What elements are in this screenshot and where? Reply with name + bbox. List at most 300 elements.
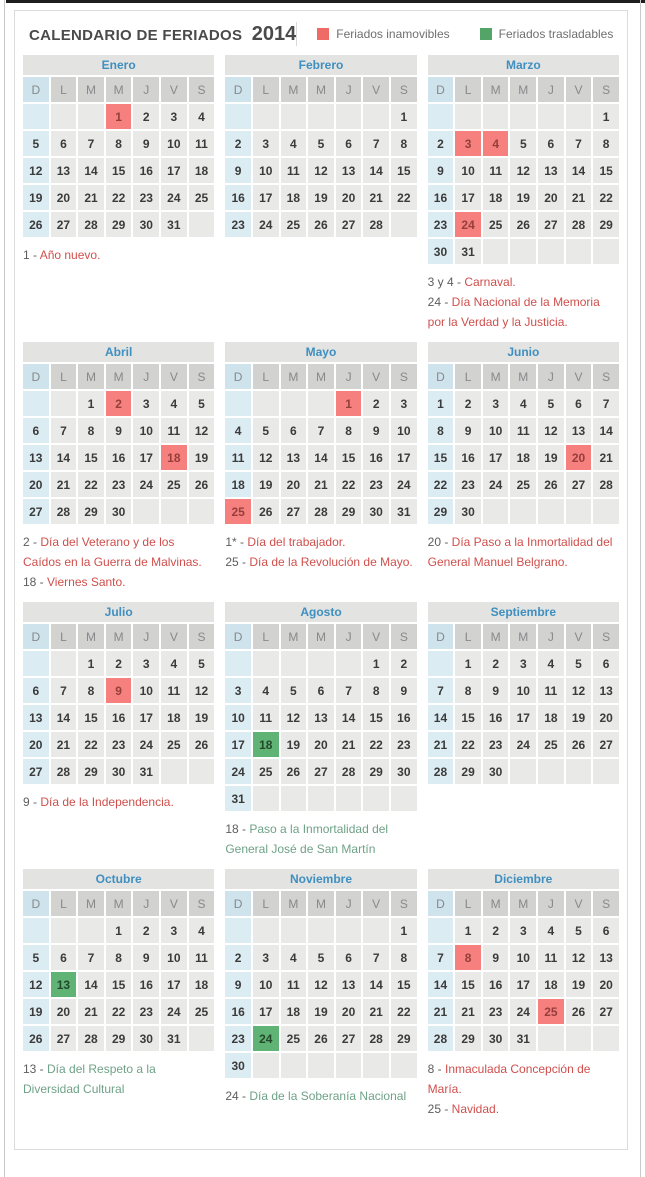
day-cell: 30 [483,759,509,784]
day-cell: 27 [51,212,77,237]
day-cell: 29 [593,212,619,237]
day-cell: 27 [281,499,307,524]
day-cell: 6 [593,651,619,676]
weekday-header: M [78,624,104,649]
holiday-cell: 4 [483,131,509,156]
day-cell: 7 [78,945,104,970]
note-day-label: 24 - [225,1089,250,1103]
day-cell: 9 [483,945,509,970]
day-cell: 31 [225,786,251,811]
weekday-header: M [78,77,104,102]
day-cell: 7 [566,131,592,156]
day-cell: 13 [336,158,362,183]
day-cell: 28 [566,212,592,237]
note-holiday-name: Día de la Soberanía Nacional [249,1089,407,1103]
day-cell: 6 [566,391,592,416]
empty-cell [391,786,417,811]
empty-cell [189,1026,215,1051]
weekday-header: J [133,364,159,389]
day-cell: 16 [391,705,417,730]
day-cell: 2 [225,131,251,156]
day-cell: 18 [510,445,536,470]
day-cell: 15 [391,158,417,183]
weekday-header: L [253,624,279,649]
empty-cell [189,212,215,237]
page-edge-right [640,0,641,1177]
empty-cell [308,391,334,416]
day-cell: 10 [483,418,509,443]
empty-cell [428,104,454,129]
day-cell: 31 [391,499,417,524]
month-table [21,600,216,786]
weekday-header: D [225,364,251,389]
month-marzo [426,53,621,340]
day-cell: 10 [391,418,417,443]
empty-cell [51,918,77,943]
day-cell: 15 [428,445,454,470]
day-cell: 13 [281,445,307,470]
empty-cell [51,651,77,676]
month-title: Julio [23,602,214,622]
weekday-header: D [428,364,454,389]
day-cell: 16 [483,972,509,997]
day-cell: 12 [510,158,536,183]
weekday-header: M [106,364,132,389]
day-cell: 24 [161,185,187,210]
weekday-header: L [51,891,77,916]
note-day-label: 24 - [427,295,452,309]
day-cell: 13 [308,705,334,730]
day-cell: 9 [106,418,132,443]
day-cell: 10 [133,418,159,443]
weekday-header: J [538,891,564,916]
day-cell: 22 [428,472,454,497]
empty-cell [161,759,187,784]
day-cell: 7 [363,131,389,156]
weekday-header: S [391,891,417,916]
holiday-cell: 1 [106,104,132,129]
day-cell: 6 [336,945,362,970]
month-table [426,867,621,1053]
day-cell: 19 [23,185,49,210]
day-cell: 22 [106,185,132,210]
weekday-header: V [566,364,592,389]
empty-cell [593,759,619,784]
day-cell: 7 [336,678,362,703]
day-cell: 19 [566,705,592,730]
day-cell: 12 [308,972,334,997]
day-cell: 28 [51,499,77,524]
weekday-header: J [336,364,362,389]
month-notes [225,532,416,572]
note-holiday-name: Viernes Santo. [47,575,126,589]
empty-cell [336,786,362,811]
day-cell: 31 [161,212,187,237]
month-title: Febrero [225,55,416,75]
day-cell: 14 [593,418,619,443]
weekday-header: J [538,77,564,102]
day-cell: 25 [483,212,509,237]
holiday-cell: 8 [455,945,481,970]
day-cell: 20 [538,185,564,210]
note-holiday-name: Día del trabajador. [247,535,346,549]
day-cell: 27 [308,759,334,784]
day-cell: 15 [455,972,481,997]
day-cell: 25 [510,472,536,497]
day-cell: 8 [391,945,417,970]
day-cell: 21 [78,185,104,210]
weekday-header: D [428,624,454,649]
empty-cell [566,499,592,524]
day-cell: 7 [428,945,454,970]
day-cell: 29 [455,1026,481,1051]
weekday-header: V [161,624,187,649]
day-cell: 21 [51,732,77,757]
month-abril [21,340,216,600]
weekday-header: J [133,891,159,916]
day-cell: 14 [51,445,77,470]
month-table [426,600,621,786]
day-cell: 6 [51,131,77,156]
empty-cell [161,499,187,524]
day-cell: 28 [51,759,77,784]
weekday-header: S [391,364,417,389]
month-septiembre [426,600,621,798]
day-cell: 25 [161,472,187,497]
day-cell: 6 [281,418,307,443]
day-cell: 4 [538,651,564,676]
day-cell: 5 [566,918,592,943]
day-cell: 1 [428,391,454,416]
day-cell: 22 [593,185,619,210]
day-cell: 1 [391,918,417,943]
day-cell: 24 [253,212,279,237]
day-cell: 23 [483,732,509,757]
day-cell: 13 [593,945,619,970]
day-cell: 3 [483,391,509,416]
day-cell: 15 [363,705,389,730]
holiday-cell: 9 [106,678,132,703]
empty-cell [538,104,564,129]
day-cell: 7 [363,945,389,970]
day-cell: 24 [510,732,536,757]
day-cell: 11 [189,131,215,156]
weekday-header: M [106,77,132,102]
day-cell: 2 [455,391,481,416]
day-cell: 18 [281,185,307,210]
day-cell: 17 [161,972,187,997]
day-cell: 12 [566,945,592,970]
day-cell: 5 [308,945,334,970]
day-cell: 23 [106,732,132,757]
day-cell: 8 [455,678,481,703]
weekday-header: M [308,77,334,102]
day-cell: 14 [308,445,334,470]
day-cell: 14 [428,972,454,997]
day-cell: 21 [593,445,619,470]
day-cell: 17 [225,732,251,757]
empty-cell [593,239,619,264]
day-cell: 22 [455,732,481,757]
weekday-header: M [483,77,509,102]
empty-cell [281,104,307,129]
day-cell: 26 [308,1026,334,1051]
day-cell: 2 [225,945,251,970]
day-cell: 14 [78,972,104,997]
day-cell: 7 [428,678,454,703]
day-cell: 9 [391,678,417,703]
day-cell: 11 [161,418,187,443]
day-cell: 10 [253,972,279,997]
day-cell: 29 [106,212,132,237]
day-cell: 21 [78,999,104,1024]
day-cell: 10 [253,158,279,183]
holiday-note [23,1059,214,1099]
empty-cell [281,651,307,676]
note-day-label: 18 - [23,575,48,589]
day-cell: 30 [363,499,389,524]
day-cell: 31 [510,1026,536,1051]
empty-cell [336,651,362,676]
empty-cell [225,918,251,943]
empty-cell [336,918,362,943]
day-cell: 16 [428,185,454,210]
day-cell: 15 [106,972,132,997]
page-edge-left [4,0,5,1177]
weekday-header: D [428,891,454,916]
empty-cell [281,391,307,416]
day-cell: 10 [510,945,536,970]
empty-cell [593,1026,619,1051]
weekday-header: V [363,77,389,102]
month-title: Octubre [23,869,214,889]
weekday-header: D [23,891,49,916]
holiday-cell: 24 [253,1026,279,1051]
day-cell: 9 [483,678,509,703]
day-cell: 25 [253,759,279,784]
day-cell: 12 [189,418,215,443]
day-cell: 5 [189,651,215,676]
day-cell: 18 [281,999,307,1024]
weekday-header: J [133,77,159,102]
day-cell: 6 [538,131,564,156]
day-cell: 9 [225,158,251,183]
day-cell: 23 [106,472,132,497]
day-cell: 11 [281,158,307,183]
day-cell: 3 [161,104,187,129]
empty-cell [455,104,481,129]
day-cell: 7 [593,391,619,416]
day-cell: 9 [225,972,251,997]
day-cell: 13 [51,158,77,183]
empty-cell [51,104,77,129]
note-holiday-name: Día de la Revolución de Mayo. [249,555,413,569]
day-cell: 2 [391,651,417,676]
legend [296,22,619,46]
calendar-header [21,15,621,53]
weekday-header: M [483,364,509,389]
day-cell: 26 [538,472,564,497]
day-cell: 2 [133,918,159,943]
note-day-label: 18 - [225,822,250,836]
empty-cell [189,759,215,784]
day-cell: 4 [253,678,279,703]
weekday-header: L [455,364,481,389]
day-cell: 28 [336,759,362,784]
day-cell: 11 [538,678,564,703]
day-cell: 23 [133,999,159,1024]
day-cell: 10 [161,945,187,970]
months-grid [21,53,621,1127]
empty-cell [281,918,307,943]
month-table [426,53,621,266]
day-cell: 24 [391,472,417,497]
day-cell: 25 [281,212,307,237]
day-cell: 30 [428,239,454,264]
month-table [223,340,418,526]
day-cell: 19 [281,732,307,757]
empty-cell [363,918,389,943]
day-cell: 18 [161,705,187,730]
day-cell: 16 [106,445,132,470]
day-cell: 1 [391,104,417,129]
month-octubre [21,867,216,1107]
weekday-header: L [455,624,481,649]
note-holiday-name: Paso a la Inmortalidad del General José de San Martín [225,822,389,856]
day-cell: 2 [483,651,509,676]
weekday-header: M [281,624,307,649]
month-title: Junio [428,342,619,362]
weekday-header: V [566,891,592,916]
day-cell: 28 [428,759,454,784]
empty-cell [363,1053,389,1078]
weekday-header: M [510,891,536,916]
day-cell: 24 [510,999,536,1024]
day-cell: 17 [510,972,536,997]
day-cell: 19 [308,999,334,1024]
day-cell: 26 [566,732,592,757]
weekday-header: L [455,891,481,916]
empty-cell [51,391,77,416]
month-notes [225,819,416,859]
weekday-header: S [189,364,215,389]
day-cell: 27 [593,999,619,1024]
day-cell: 16 [106,705,132,730]
weekday-header: J [336,891,362,916]
month-mayo [223,340,418,580]
day-cell: 5 [253,418,279,443]
day-cell: 26 [253,499,279,524]
day-cell: 12 [23,972,49,997]
holiday-note [225,532,416,552]
day-cell: 13 [593,678,619,703]
weekday-header: M [78,891,104,916]
day-cell: 30 [391,759,417,784]
day-cell: 16 [483,705,509,730]
empty-cell [566,104,592,129]
weekday-header: M [483,891,509,916]
top-border-bar [6,0,645,3]
holiday-cell: 1 [336,391,362,416]
day-cell: 15 [78,445,104,470]
day-cell: 19 [566,972,592,997]
day-cell: 14 [363,158,389,183]
day-cell: 16 [363,445,389,470]
holiday-note [428,532,619,572]
day-cell: 6 [51,945,77,970]
holiday-cell: 18 [161,445,187,470]
weekday-header: M [281,77,307,102]
day-cell: 17 [133,705,159,730]
day-cell: 22 [78,472,104,497]
day-cell: 21 [308,472,334,497]
weekday-header: J [336,77,362,102]
day-cell: 23 [391,732,417,757]
day-cell: 15 [106,158,132,183]
day-cell: 19 [308,185,334,210]
day-cell: 11 [483,158,509,183]
day-cell: 8 [428,418,454,443]
weekday-header: S [593,624,619,649]
weekday-header: L [253,364,279,389]
note-holiday-name: Navidad. [451,1102,500,1116]
holiday-cell: 18 [253,732,279,757]
day-cell: 6 [308,678,334,703]
weekday-header: D [225,624,251,649]
month-diciembre [426,867,621,1127]
day-cell: 29 [455,759,481,784]
weekday-header: S [189,891,215,916]
day-cell: 14 [363,972,389,997]
empty-cell [593,499,619,524]
holiday-note [23,572,214,592]
day-cell: 29 [336,499,362,524]
day-cell: 3 [161,918,187,943]
day-cell: 12 [253,445,279,470]
day-cell: 6 [23,678,49,703]
holiday-cell: 2 [106,391,132,416]
day-cell: 19 [189,445,215,470]
day-cell: 17 [455,185,481,210]
day-cell: 2 [106,651,132,676]
day-cell: 3 [253,131,279,156]
empty-cell [510,759,536,784]
day-cell: 21 [51,472,77,497]
day-cell: 16 [455,445,481,470]
weekday-header: M [308,364,334,389]
day-cell: 22 [106,999,132,1024]
weekday-header: J [133,624,159,649]
empty-cell [308,918,334,943]
day-cell: 30 [455,499,481,524]
day-cell: 11 [225,445,251,470]
day-cell: 5 [281,678,307,703]
day-cell: 4 [281,945,307,970]
empty-cell [483,499,509,524]
day-cell: 21 [455,999,481,1024]
month-febrero [223,53,418,251]
day-cell: 23 [225,212,251,237]
day-cell: 23 [133,185,159,210]
day-cell: 28 [593,472,619,497]
day-cell: 1 [593,104,619,129]
day-cell: 2 [133,104,159,129]
day-cell: 10 [225,705,251,730]
day-cell: 23 [428,212,454,237]
month-title: Enero [23,55,214,75]
day-cell: 13 [538,158,564,183]
holiday-cell: 24 [455,212,481,237]
